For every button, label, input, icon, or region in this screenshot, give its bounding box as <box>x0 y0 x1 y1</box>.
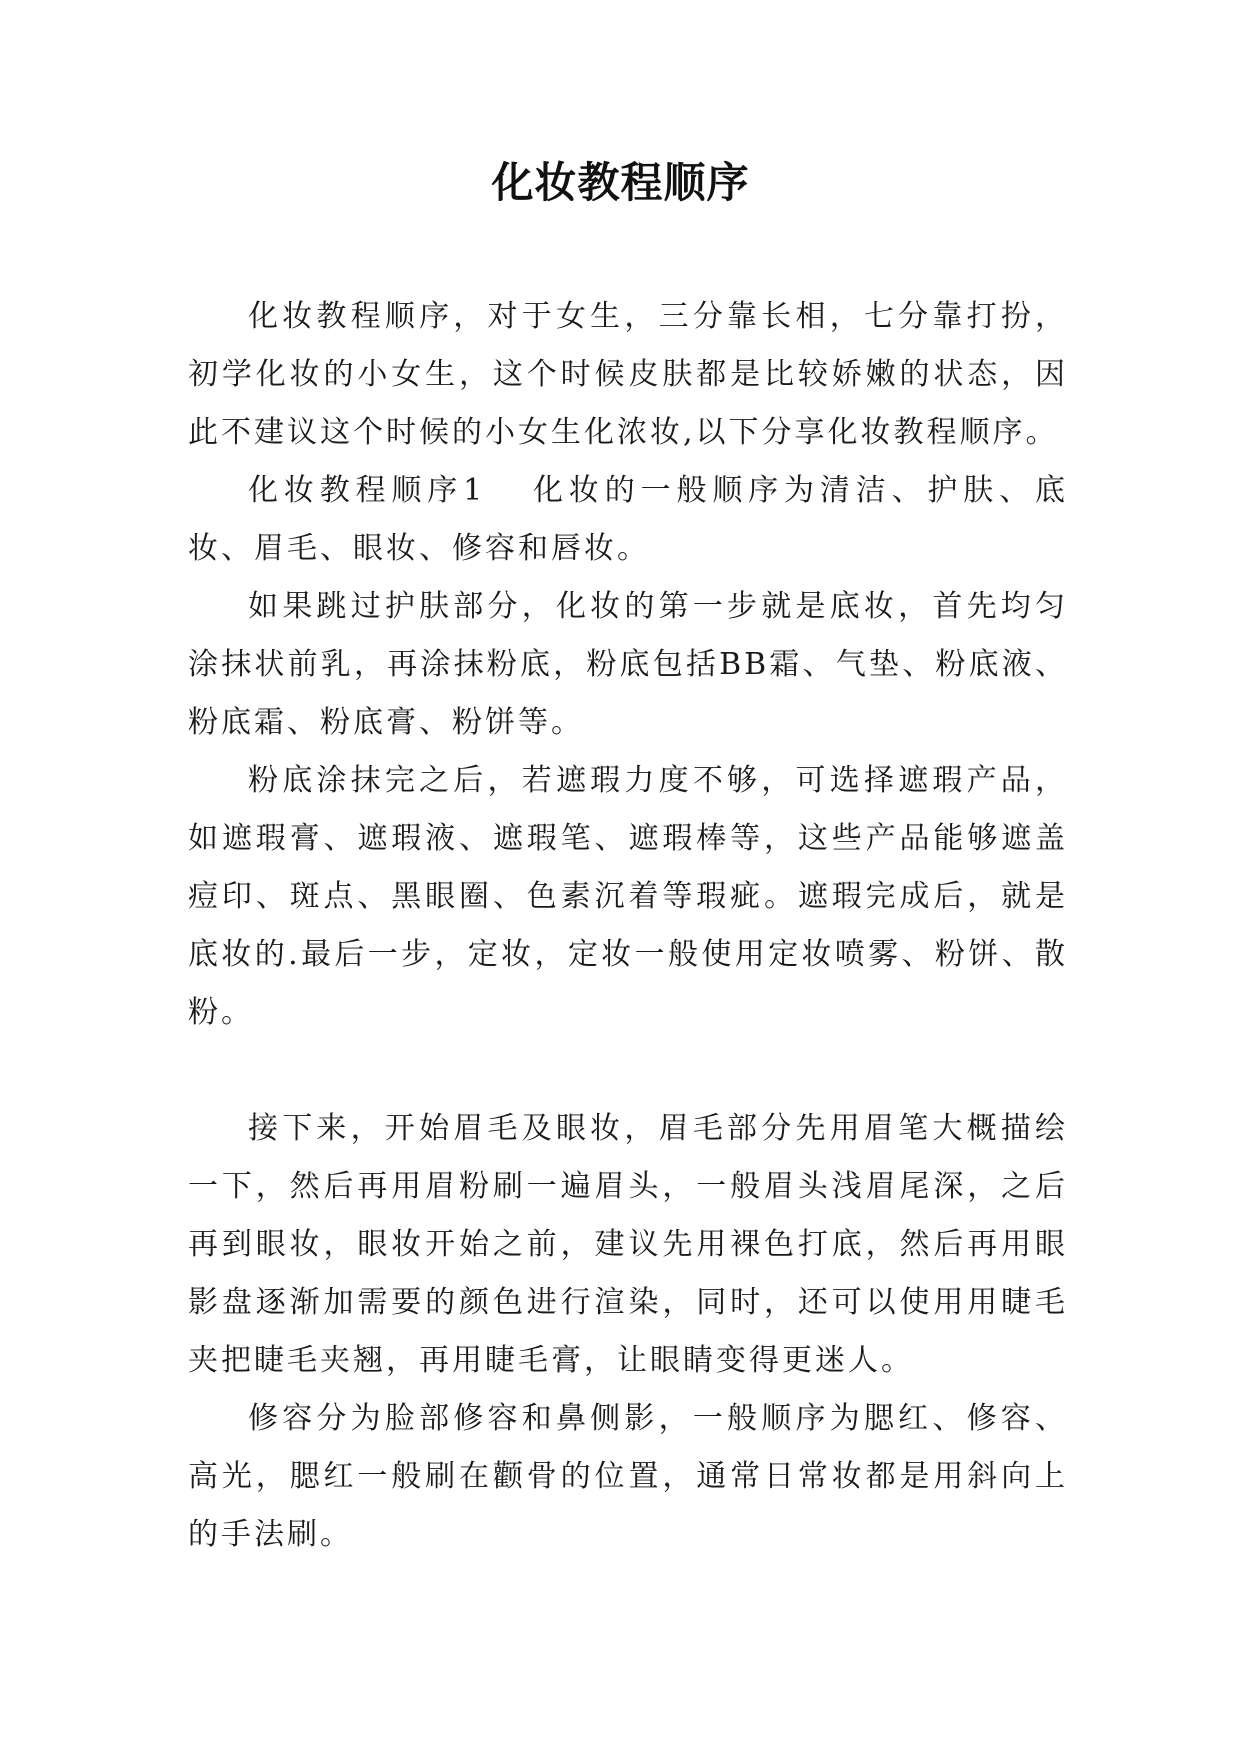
document-title: 化妆教程顺序 <box>491 158 750 207</box>
paragraph-order: 化妆的一般顺序为清洁、护肤、底妆、眉毛、眼妆、修容和唇妆。 <box>188 473 1068 566</box>
paragraph-contour: 修容分为脸部修容和鼻侧影，一般顺序为腮红、修容、高光，腮红一般刷在颧骨的位置，通常日常妆都是用斜向上的手法刷。 <box>188 1401 1068 1552</box>
document-body <box>188 288 1068 1564</box>
paragraph-intro: 化妆教程顺序，对于女生，三分靠长相，七分靠打扮，初学化妆的小女生，这个时候皮肤都是比较娇嫩的状态，因此不建议这个时候的小女生化浓妆,以下分享化妆教程顺序。 <box>188 299 1068 450</box>
paragraph-brows-eyes: 接下来，开始眉毛及眼妆，眉毛部分先用眉笔大概描绘一下，然后再用眉粉刷一遍眉头，一般眉头浅眉尾深，之后再到眼妆，眼妆开始之前，建议先用裸色打底，然后再用眼影盘逐渐加需要的颜色进行渲染，同时，还可以使用用睫毛夹把睫毛夹翘，再用睫毛膏，让眼睛变得更迷人。 <box>188 1111 1068 1378</box>
paragraph-concealer: 粉底涂抹完之后，若遮瑕力度不够，可选择遮瑕产品，如遮瑕膏、遮瑕液、遮瑕笔、遮瑕棒等，这些产品能够遮盖痘印、斑点、黑眼圈、色素沉着等瑕疵。遮瑕完成后，就是底妆的.最后一步，定妆，定妆一般使用定妆喷雾、粉饼、散粉。 <box>188 763 1068 1030</box>
paragraph-section-1 <box>188 462 1068 578</box>
paragraph-foundation: 如果跳过护肤部分，化妆的第一步就是底妆，首先均匀涂抹状前乳，再涂抹粉底，粉底包括BB霜、气垫、粉底液、粉底霜、粉底膏、粉饼等。 <box>188 589 1068 740</box>
section-heading: 化妆教程顺序1 <box>248 473 486 508</box>
